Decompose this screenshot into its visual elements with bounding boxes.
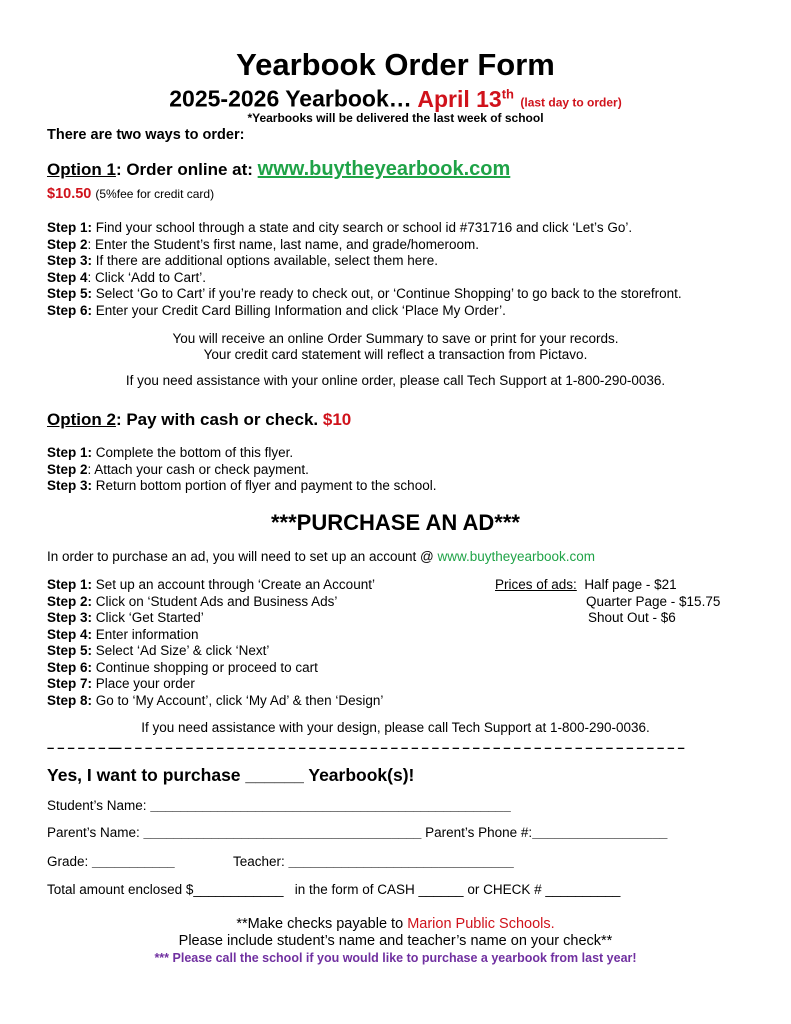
summary-line-1: You will receive an online Order Summary to save or print for your records.	[172, 331, 619, 346]
design-assist: If you need assistance with your design, please call Tech Support at 1-800-290-0036.	[141, 720, 650, 735]
payment-row: Total amount enclosed $____________ in the form of CASH ______ or CHECK # __________	[47, 882, 621, 897]
quantity-blank[interactable]: ______	[245, 765, 304, 785]
parent-name-field[interactable]: _____________________________________	[143, 825, 422, 840]
option1-heading: Option 1: Order online at: www.buytheyearbook.com	[47, 158, 511, 180]
order-deadline: April 13th	[417, 85, 514, 112]
subtitle-year: 2025-2026 Yearbook…	[169, 85, 412, 112]
step-item: Step 4: Enter information	[47, 626, 199, 642]
step-item: Step 8: Go to ‘My Account’, click ‘My Ad’ & then ‘Design’	[47, 692, 384, 708]
step-item: Step 3: If there are additional options available, select them here.	[47, 253, 438, 269]
ad-heading: ***PURCHASE AN AD***	[271, 510, 520, 535]
step-item: Step 1: Complete the bottom of this flyer.	[47, 445, 294, 460]
option2-heading: Option 2: Pay with cash or check. $10	[47, 410, 352, 429]
ways-intro: There are two ways to order:	[47, 127, 245, 143]
purchase-heading: Yes, I want to purchase ______ Yearbook(s)!	[47, 765, 415, 785]
check-number-field[interactable]: __________	[545, 882, 621, 897]
step-item: Step 2: Click on ‘Student Ads and Business Ads’	[47, 593, 338, 609]
ad-prices: Prices of ads: Half page - $21	[495, 577, 677, 592]
step-item: Step 2: Attach your cash or check payment.	[47, 461, 309, 477]
grade-field[interactable]: ___________	[92, 854, 175, 869]
step-item: Step 2: Enter the Student’s first name, last name, and grade/homeroom.	[47, 236, 479, 252]
cash-field[interactable]: ______	[418, 882, 464, 897]
student-name-row: Student’s Name: ________________________________________________	[47, 798, 511, 813]
deadline-note: (last day to order)	[520, 95, 622, 110]
step-item: Step 3: Return bottom portion of flyer and payment to the school.	[47, 478, 437, 494]
option1-url-link[interactable]: www.buytheyearbook.com	[257, 158, 511, 180]
step-item: Step 3: Click ‘Get Started’	[47, 610, 204, 625]
step-item: Step 1: Set up an account through ‘Create an Account’	[47, 577, 375, 592]
delivery-note: *Yearbooks will be delivered the last week of school	[247, 111, 544, 125]
parent-phone-field[interactable]: __________________	[532, 825, 668, 840]
online-assist: If you need assistance with your online order, please call Tech Support at 1-800-290-0036.	[125, 373, 666, 388]
summary-line-2: Your credit card statement will reflect a transaction from Pictavo.	[203, 347, 588, 362]
step-item: Step 5: Select ‘Go to Cart’ if you’re ready to check out, or ‘Continue Shopping’ to go back to the storefront.	[47, 286, 682, 302]
checks-payable: **Make checks payable to Marion Public Schools.	[236, 916, 555, 932]
step-item: Step 1: Find your school through a state and city search or school id #731716 and click ‘Let’s Go’.	[47, 220, 633, 235]
student-name-field[interactable]: ________________________________________________	[150, 798, 511, 813]
ad-price-shoutout: Shout Out - $6	[588, 610, 676, 625]
subtitle	[0, 87, 791, 111]
teacher-field[interactable]: ______________________________	[288, 854, 514, 869]
step-item: Step 5: Select ‘Ad Size’ & click ‘Next’	[47, 643, 270, 658]
step-item: Step 6: Enter your Credit Card Billing Information and click ‘Place My Order’.	[47, 303, 506, 318]
cut-line: – – – – – – — – – – – – – – – – – – – – – – – – – – – – – – – – – – – – – – – – – – – – – – – – – – – – – – – – – – – – – –	[47, 740, 685, 755]
ad-price-quarter: Quarter Page - $15.75	[586, 594, 721, 609]
step-item: Step 6: Continue shopping or proceed to cart	[47, 659, 318, 675]
last-year-note: *** Please call the school if you would like to purchase a yearbook from last year!	[154, 951, 637, 965]
option1-price: $10.50 (5%fee for credit card)	[47, 186, 215, 202]
ad-intro: In order to purchase an ad, you will need to set up an account @ www.buytheyearbook.com	[47, 549, 596, 564]
page-title: Yearbook Order Form	[236, 47, 555, 82]
total-amount-field[interactable]: ____________	[193, 882, 284, 897]
teacher-row: Teacher: ______________________________	[233, 854, 514, 869]
parent-row: Parent’s Name: _____________________________________ Parent’s Phone #:__________________	[47, 825, 668, 840]
step-item: Step 4: Click ‘Add to Cart’.	[47, 269, 207, 285]
check-instructions: Please include student’s name and teacher’s name on your check**	[178, 933, 613, 949]
ad-url-link[interactable]: www.buytheyearbook.com	[437, 549, 596, 564]
step-item: Step 7: Place your order	[47, 676, 195, 691]
grade-row: Grade: ___________	[47, 854, 175, 869]
